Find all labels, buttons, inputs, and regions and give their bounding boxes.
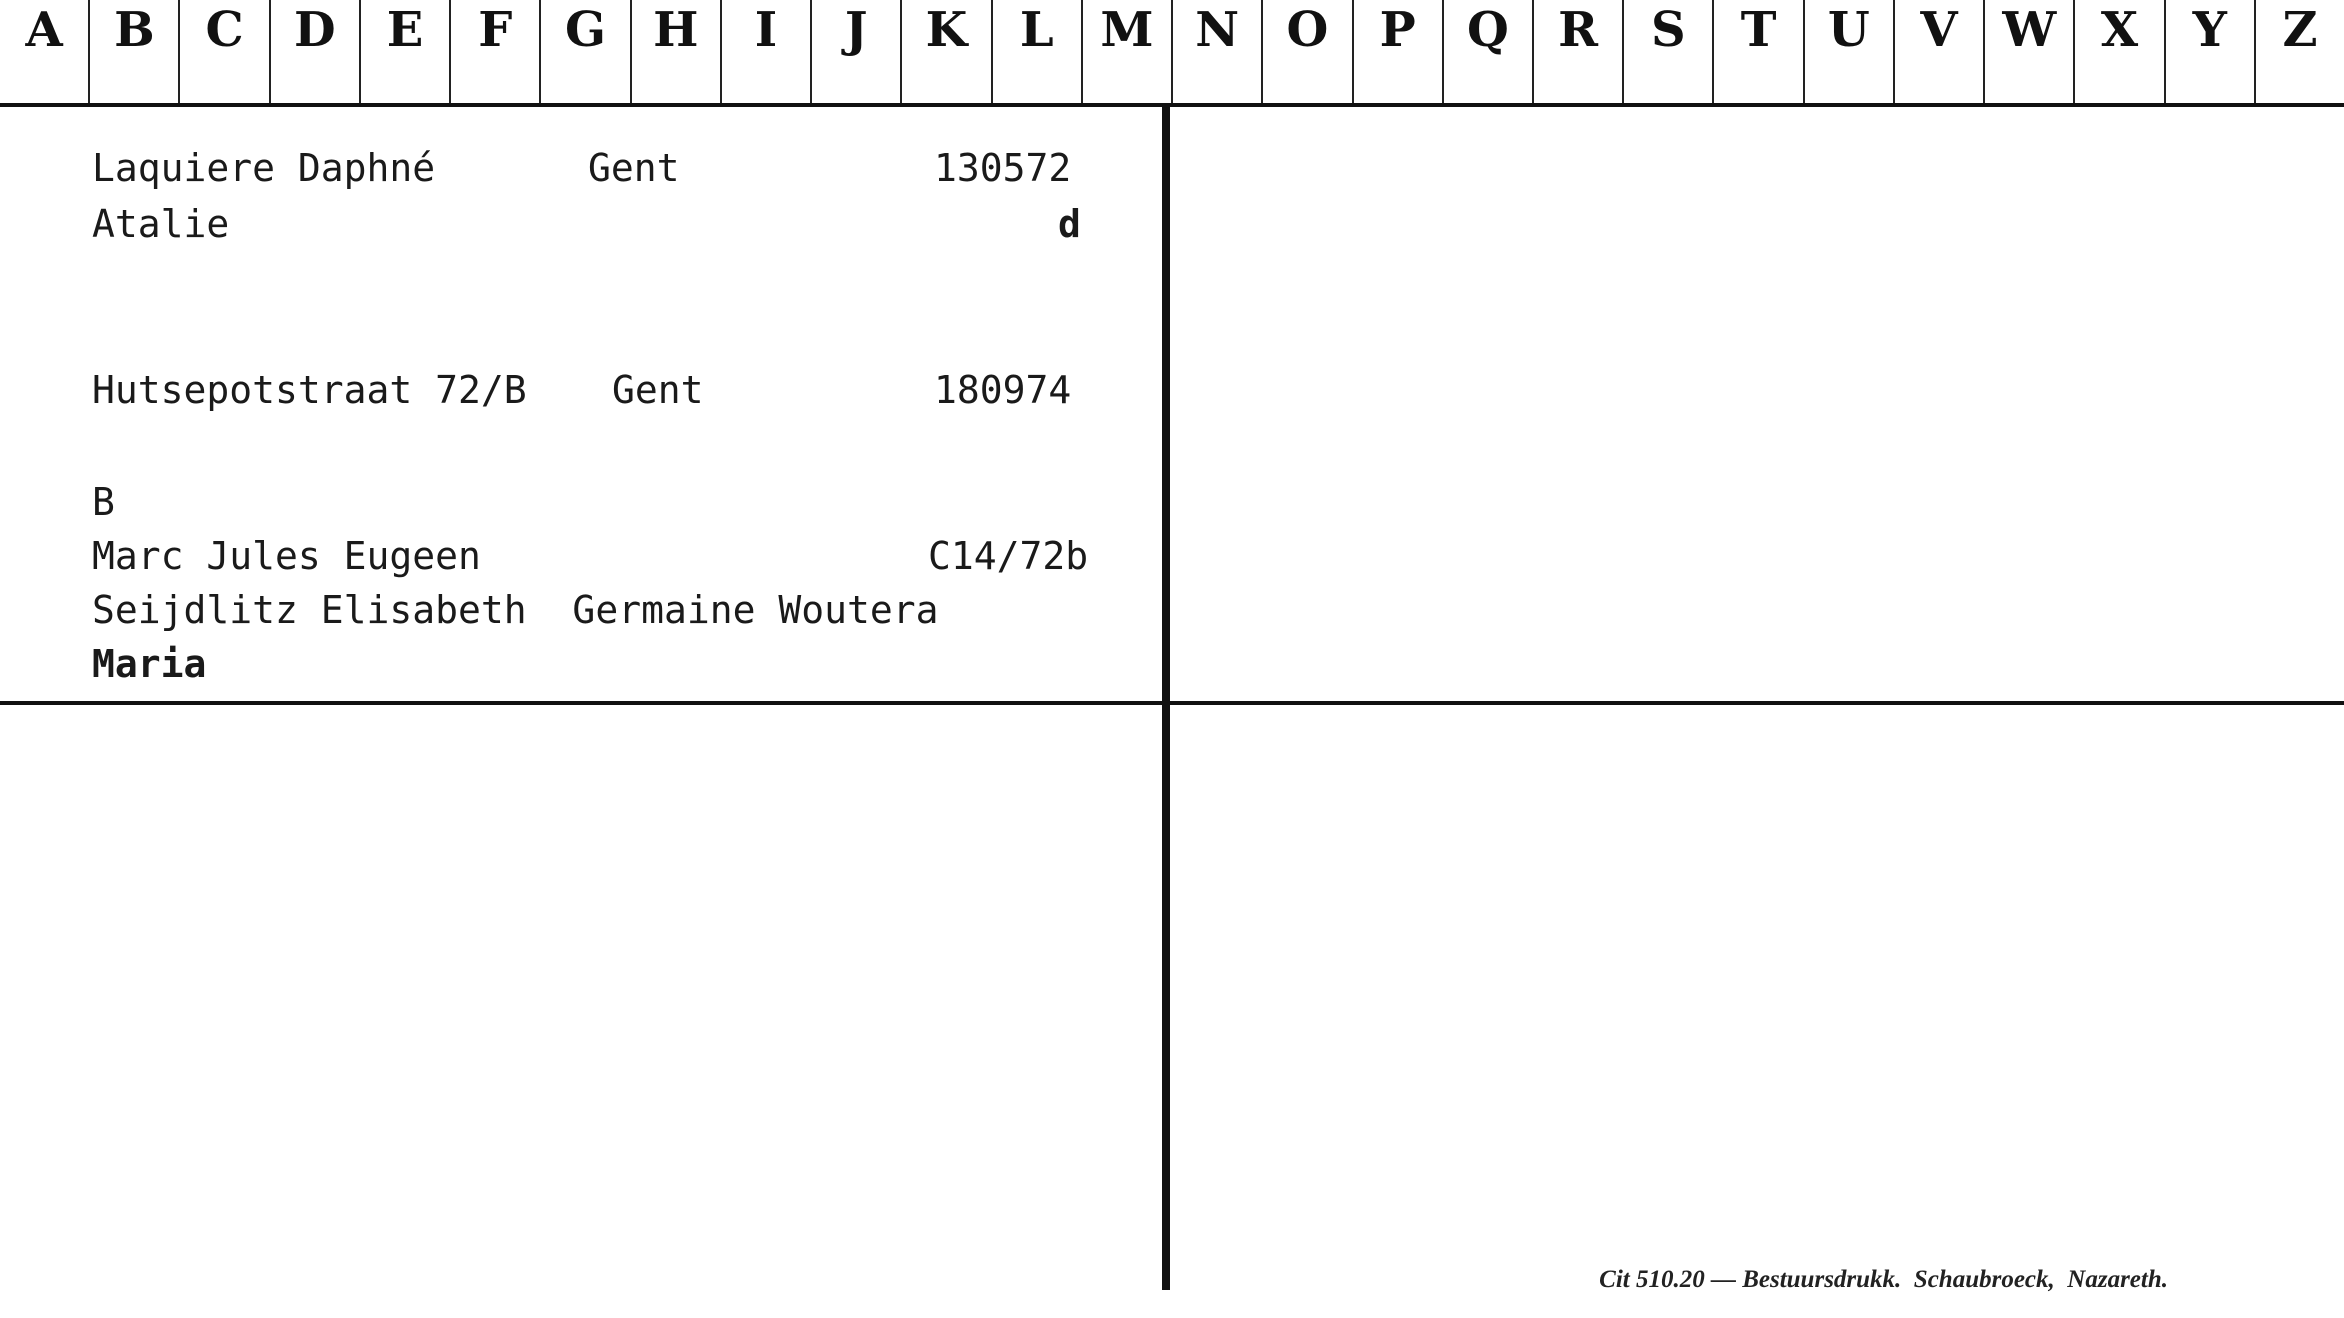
vertical-divider bbox=[1162, 103, 1170, 1290]
printer-imprint: Cit 510.20 — Bestuursdrukk. Schaubroeck, Nazareth. bbox=[1599, 1266, 2168, 1293]
alpha-letter-i: I bbox=[720, 0, 810, 104]
alphabet-index bbox=[0, 0, 2344, 104]
entry-name: Laquiere Daphné bbox=[92, 146, 436, 190]
alpha-letter-e: E bbox=[359, 0, 449, 104]
alpha-letter-j: J bbox=[810, 0, 900, 104]
alpha-letter-c: C bbox=[178, 0, 268, 104]
alpha-letter-w: W bbox=[1983, 0, 2073, 104]
entry-given-name: Atalie bbox=[92, 202, 230, 246]
entry-city-2: Gent bbox=[612, 368, 704, 412]
alpha-letter-v: V bbox=[1893, 0, 1983, 104]
alpha-letter-o: O bbox=[1261, 0, 1351, 104]
alpha-letter-r: R bbox=[1532, 0, 1622, 104]
alpha-letter-z: Z bbox=[2254, 0, 2344, 104]
alpha-letter-m: M bbox=[1081, 0, 1171, 104]
entry-marker: d bbox=[1058, 202, 1081, 246]
alpha-letter-x: X bbox=[2073, 0, 2163, 104]
alpha-letter-t: T bbox=[1712, 0, 1802, 104]
entry-mother-line1: Seijdlitz Elisabeth Germaine Woutera bbox=[92, 588, 939, 632]
alpha-letter-d: D bbox=[269, 0, 359, 104]
alpha-letter-l: L bbox=[991, 0, 1081, 104]
alpha-letter-f: F bbox=[449, 0, 539, 104]
alpha-letter-q: Q bbox=[1442, 0, 1532, 104]
entry-father: Marc Jules Eugeen bbox=[92, 534, 481, 578]
alpha-letter-a: A bbox=[25, 2, 63, 58]
alpha-letter-n: N bbox=[1171, 0, 1261, 104]
alpha-letter-k: K bbox=[900, 0, 990, 104]
entry-city-1: Gent bbox=[588, 146, 680, 190]
entry-date-1: 130572 bbox=[934, 146, 1072, 190]
alpha-letter-g: G bbox=[539, 0, 629, 104]
entry-reference: C14/72b bbox=[928, 534, 1089, 578]
alpha-letter-b: B bbox=[88, 0, 178, 104]
alpha-letter-p: P bbox=[1352, 0, 1442, 104]
alpha-letter-h: H bbox=[630, 0, 720, 104]
middle-divider bbox=[0, 701, 2344, 705]
entry-date-2: 180974 bbox=[934, 368, 1072, 412]
alpha-letter-s: S bbox=[1622, 0, 1712, 104]
alpha-letter-u: U bbox=[1803, 0, 1893, 104]
entry-letter-b: B bbox=[92, 480, 115, 524]
top-divider bbox=[0, 103, 2344, 107]
alpha-letter-y: Y bbox=[2164, 0, 2254, 104]
entry-address: Hutsepotstraat 72/B bbox=[92, 368, 527, 412]
entry-mother-line2: Maria bbox=[92, 642, 207, 686]
